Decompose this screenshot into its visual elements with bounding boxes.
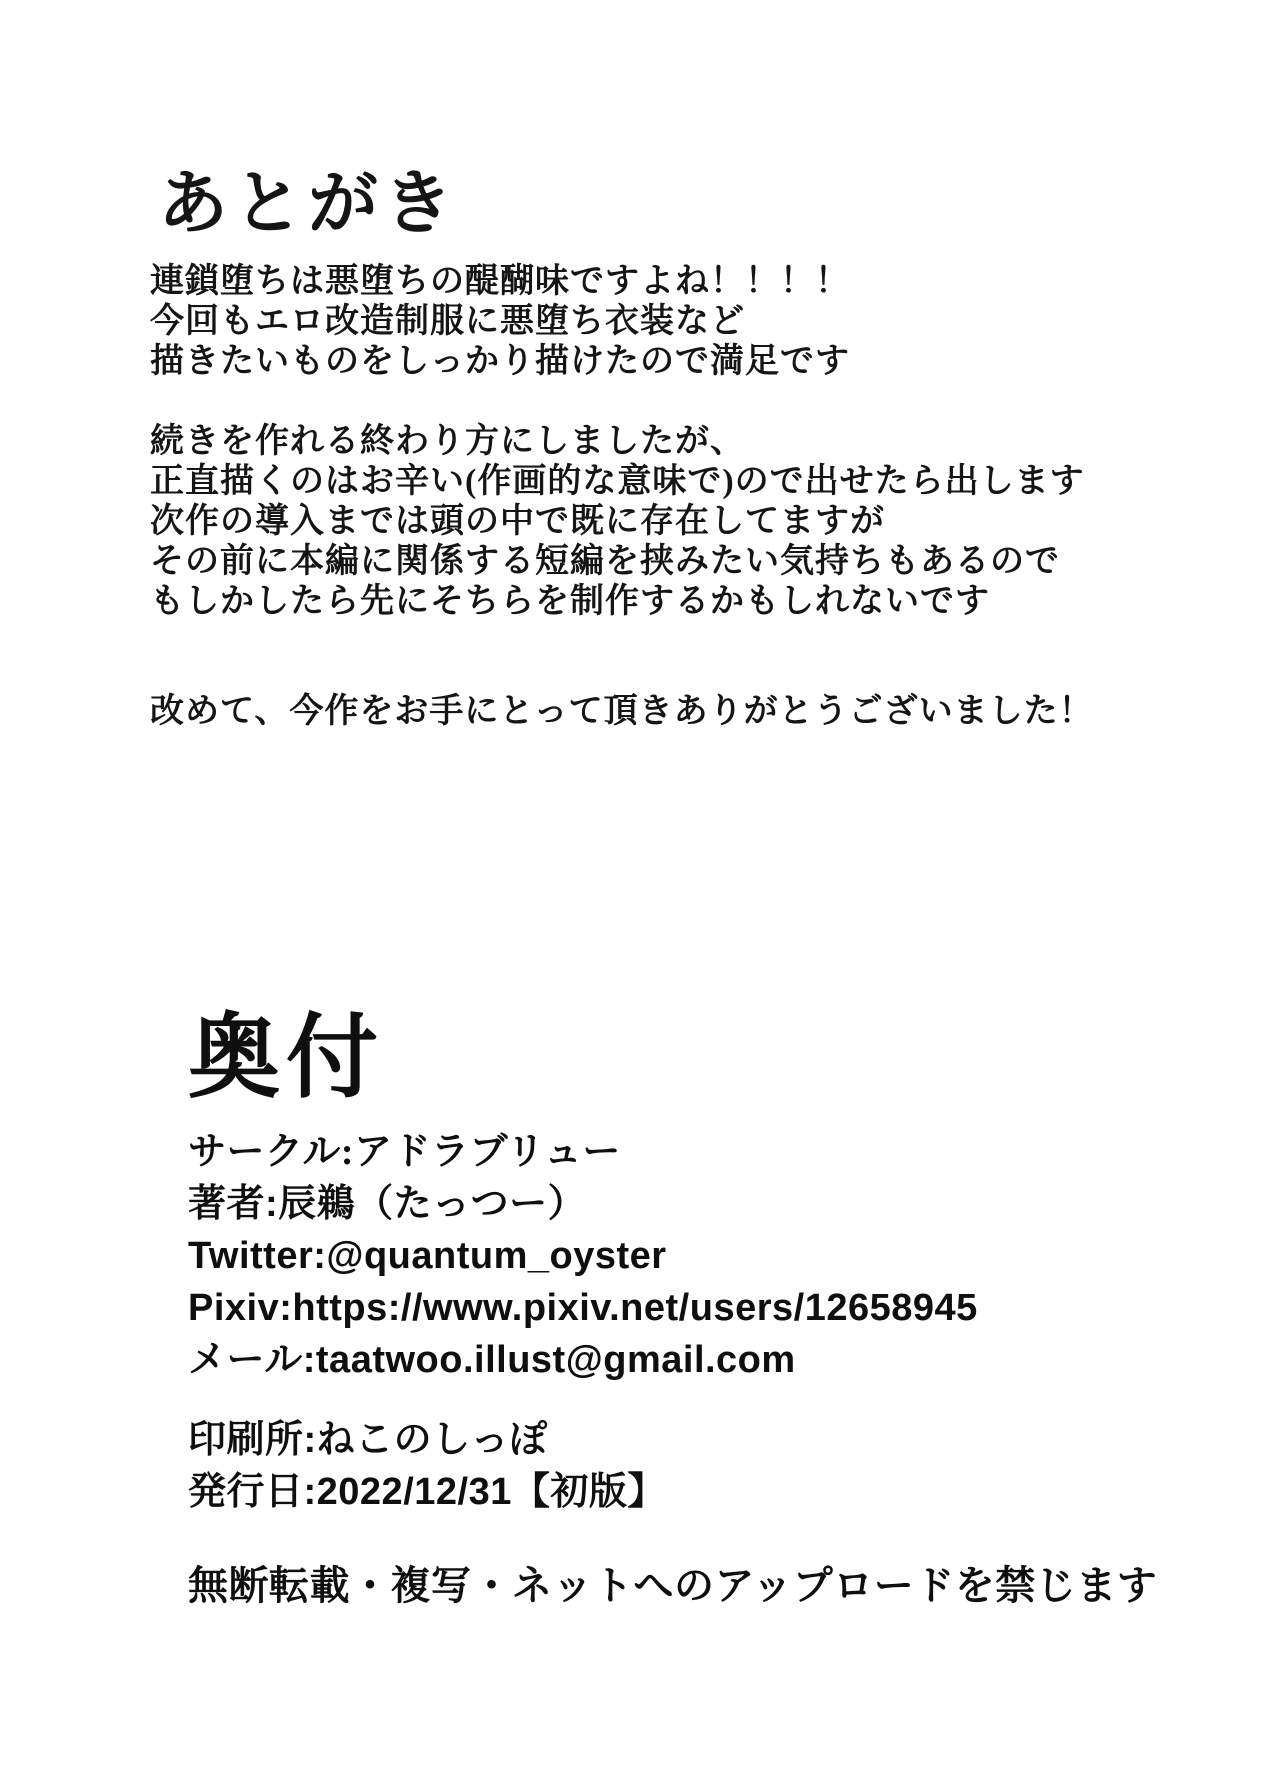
colophon-text-segment: 発行日:2022/12/31【初版】 <box>188 1471 666 1513</box>
afterword-line: 今回もエロ改造制服に悪堕ち衣装など <box>150 303 745 340</box>
colophon-line <box>188 1466 1188 1518</box>
afterword-line: 続きを作れる終わり方にしましたが、 <box>150 423 745 460</box>
afterword-line: その前に本編に関係する短編を挟みたい気持ちもあるので <box>150 543 1060 580</box>
colophon-text-segment: ねこのしっぽ <box>316 1419 548 1461</box>
colophon-line <box>188 1334 1188 1386</box>
colophon-text-segment: メール <box>188 1339 303 1381</box>
colophon-text-segment: :taatwoo.illust@gmail.com <box>302 1339 796 1381</box>
colophon-line <box>188 1560 1188 1612</box>
colophon-text-segment: 無断転載・複写・ <box>188 1564 512 1608</box>
colophon-text-segment: Twitter:@quantum_oyster <box>188 1235 667 1277</box>
colophon-text-segment: ネットへのアップロードを <box>512 1563 996 1608</box>
afterword-line: 連鎖堕ちは悪堕ちの醍醐味ですよね！！！！ <box>150 263 850 300</box>
colophon-text-segment: 禁 <box>995 1564 1036 1608</box>
afterword-title: あとがき <box>158 166 458 243</box>
colophon-printing <box>188 1414 1188 1518</box>
colophon-line <box>188 1178 1188 1230</box>
afterword-body <box>150 262 1200 732</box>
colophon-line <box>188 1230 1188 1282</box>
colophon-section <box>188 1007 1188 1612</box>
afterword-line: 改めて、今作をお手にとって頂きありがとうございました！ <box>150 693 1094 730</box>
afterword-paragraph <box>150 692 1200 732</box>
colophon-credits <box>188 1126 1188 1386</box>
colophon-text-segment: Pixiv:https://www.pixiv.net/users/12658945 <box>188 1287 978 1329</box>
afterword-line: もしかしたら先にそちらを制作するかもしれないです <box>150 583 990 620</box>
colophon-text-segment: 著者:辰鵜 <box>188 1183 356 1225</box>
afterword-section <box>150 166 1200 732</box>
colophon-text-segment: （たっつー） <box>355 1183 587 1225</box>
colophon-title: 奥付 <box>188 1007 385 1109</box>
afterword-line: 正直描くのはお辛い(作画的な意味で)ので出せたら出します <box>150 463 1085 500</box>
colophon-notice <box>188 1560 1188 1612</box>
afterword-paragraph <box>150 262 1200 382</box>
colophon-text-segment: じます <box>1035 1563 1158 1608</box>
colophon-line <box>188 1282 1188 1334</box>
afterword-line: 次作の導入までは頭の中で既に存在してますが <box>150 503 885 540</box>
colophon-line <box>188 1126 1188 1178</box>
colophon-text-segment: サークル:アドラブリュー <box>188 1131 621 1173</box>
colophon-line <box>188 1414 1188 1466</box>
afterword-paragraph <box>150 422 1200 622</box>
colophon-text-segment: 印刷所: <box>188 1419 317 1461</box>
afterword-line: 描きたいものをしっかり描けたので満足です <box>150 343 850 380</box>
